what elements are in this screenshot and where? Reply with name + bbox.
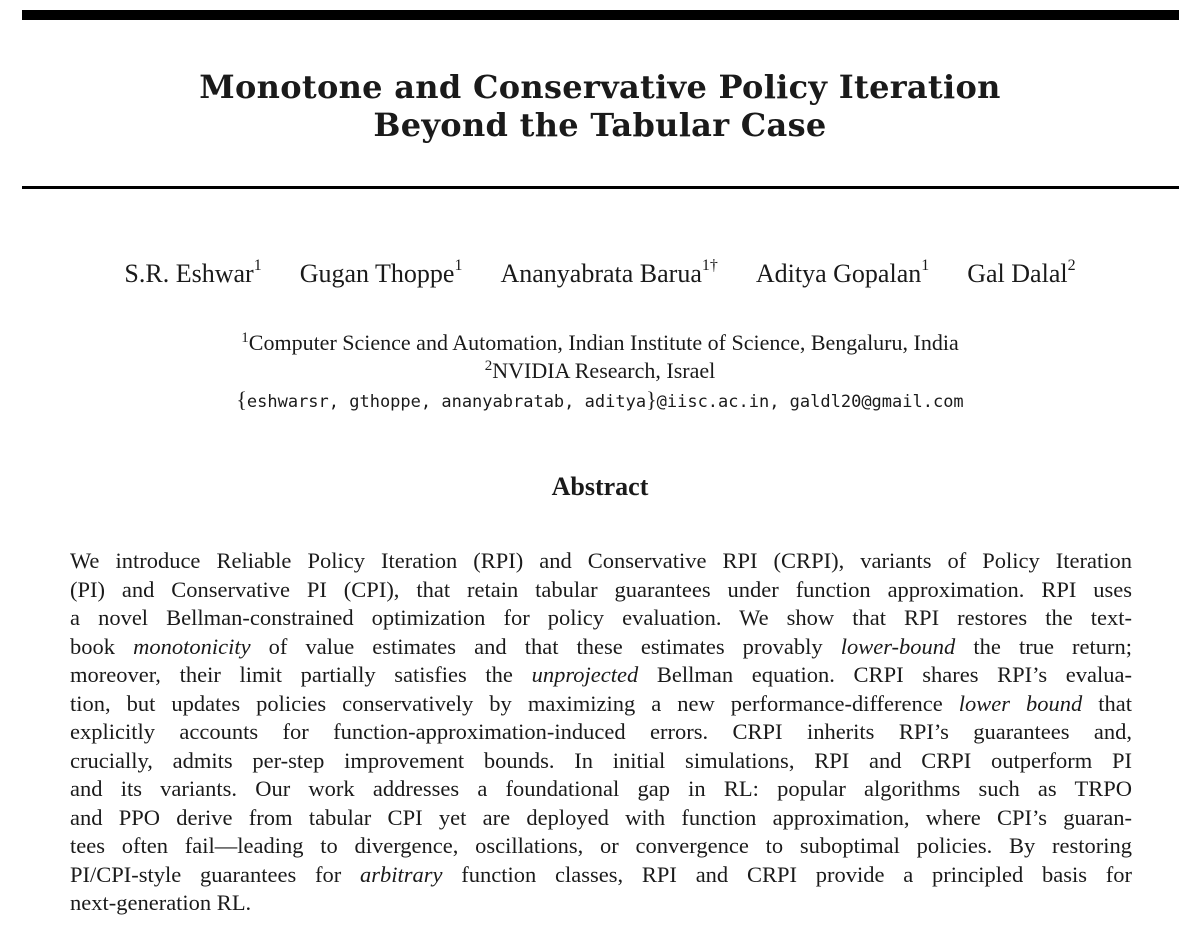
title-line-1: Monotone and Conservative Policy Iteration	[199, 68, 1001, 106]
abstract-text: book	[70, 633, 134, 659]
abstract-text: moreover, their limit partially satisfies the	[70, 662, 532, 687]
author-emails: {eshwarsr, gthoppe, ananyabratab, aditya}@iisc.ac.in, galdl20@gmail.com	[236, 387, 964, 412]
affiliation: $^2$NVIDIA Research, Israel	[484, 358, 716, 383]
abstract-text: crucially, admits per-step improvement bounds. In initial simulations, RPI and CRPI outperform PI	[70, 747, 1132, 773]
abstract-line	[70, 861, 1132, 890]
affiliation: $^1$Computer Science and Automation, Indian Institute of Science, Bengaluru, India	[241, 330, 959, 355]
abstract-text: We introduce Reliable Policy Iteration (RPI) and Conservative RPI (CRPI), variants of Policy Iteration	[70, 548, 1132, 573]
top-rule	[22, 10, 1179, 20]
author: Gal Dalal$^2$	[967, 257, 1076, 288]
abstract-line	[70, 804, 1132, 833]
emphasized-text: unprojected	[531, 662, 639, 687]
abstract-line	[70, 718, 1132, 747]
abstract-line	[70, 576, 1132, 605]
abstract-text: that	[1082, 690, 1132, 716]
abstract-line	[70, 889, 1132, 918]
abstract-line	[70, 747, 1132, 776]
title-rule	[22, 186, 1179, 189]
abstract-text: (PI) and Conservative PI (CPI), that retain tabular guarantees under function approximation. RPI uses	[70, 576, 1132, 602]
abstract-text: and its variants. Our work addresses a foundational gap in RL: popular algorithms such as TRPO	[70, 776, 1132, 801]
abstract-line	[70, 547, 1132, 576]
emphasized-text: lower-bound	[840, 633, 956, 659]
abstract-text: tion, but updates policies conservatively by maximizing a new performance-difference	[70, 690, 959, 716]
paper-title	[0, 68, 1200, 144]
abstract-text: of value estimates and that these estimates provably	[250, 633, 841, 659]
author-list	[0, 257, 1200, 289]
abstract-line	[70, 633, 1132, 662]
abstract-line	[70, 690, 1132, 719]
abstract-line	[70, 832, 1132, 861]
emphasized-text: lower bound	[958, 690, 1083, 716]
author: Gugan Thoppe$^1$	[299, 257, 463, 288]
author: Ananyabrata Barua$^{1\dagger}$	[500, 257, 718, 288]
abstract-text: the true return;	[955, 633, 1133, 659]
abstract-text: PI/CPI-style guarantees for	[70, 861, 360, 887]
abstract-line	[70, 604, 1132, 633]
abstract-text: a novel Bellman-constrained optimization for policy evaluation. We show that RPI restores the text-	[70, 605, 1132, 630]
emphasized-text: arbitrary	[360, 861, 443, 887]
author: Aditya Gopalan$^1$	[755, 257, 930, 288]
abstract-text: function classes, RPI and CRPI provide a principled basis for	[442, 861, 1132, 887]
abstract-body	[70, 547, 1132, 918]
abstract-text: tees often fail—leading to divergence, oscillations, or convergence to suboptimal policies. By restoring	[70, 833, 1132, 858]
abstract-heading: Abstract	[551, 472, 649, 501]
title-line-2: Beyond the Tabular Case	[373, 106, 827, 144]
abstract-text: next-generation RL.	[70, 890, 252, 915]
emphasized-text: monotonicity	[133, 633, 251, 659]
abstract-line	[70, 661, 1132, 690]
abstract-text: Bellman equation. CRPI shares RPI’s evalua-	[638, 662, 1133, 687]
abstract-text: explicitly accounts for function-approximation-induced errors. CRPI inherits RPI’s guarantees and,	[70, 719, 1132, 744]
abstract-line	[70, 775, 1132, 804]
author: S.R. Eshwar$^1$	[124, 257, 262, 288]
abstract-text: and PPO derive from tabular CPI yet are deployed with function approximation, where CPI’s guaran-	[70, 804, 1132, 830]
